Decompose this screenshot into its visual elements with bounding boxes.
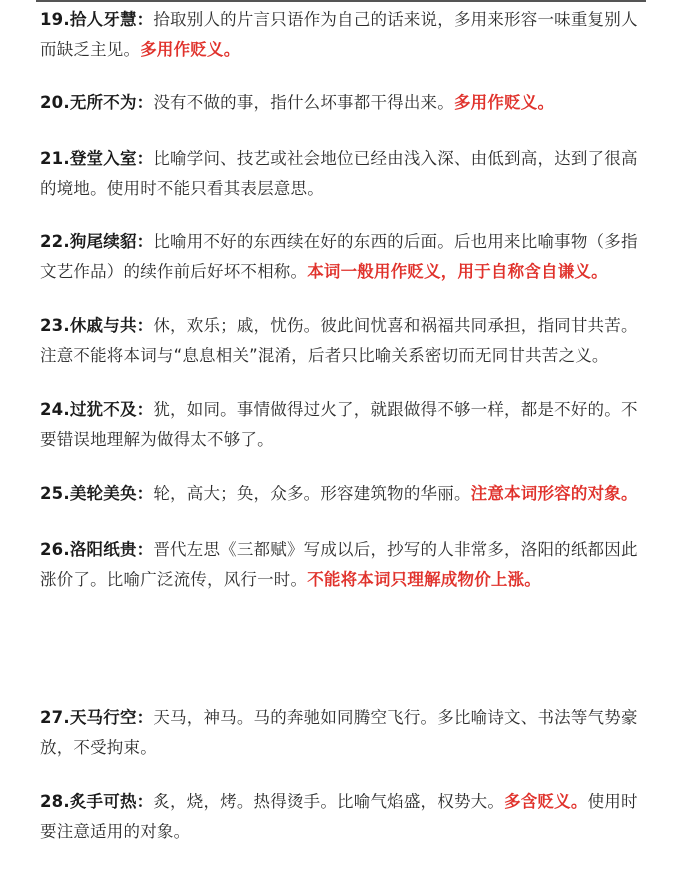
usage-note: 注意本词形容的对象。 — [470, 484, 638, 503]
term-separator: ： — [136, 484, 154, 503]
idiom-definition: 比喻学问、技艺或社会地位已经由浅入深、由低到高，达到了很高的境地。使用时不能只看其表层意思。 — [40, 149, 638, 198]
term-separator: ： — [136, 93, 154, 112]
idiom-term: 拾人牙慧 — [69, 10, 137, 29]
entry-number: 21. — [40, 149, 70, 168]
idiom-entry-22 — [40, 227, 652, 287]
usage-note: 多用作贬义。 — [453, 93, 555, 112]
term-separator: ： — [136, 792, 154, 811]
top-divider — [36, 0, 646, 2]
idiom-definition: 拾取别人的片言只语作为自己的话来说，多用来形容一味重复别人而缺乏主见。 — [40, 10, 638, 59]
entry-number: 24. — [40, 400, 70, 419]
usage-note: 多含贬义。 — [504, 792, 588, 811]
idiom-term: 炙手可热 — [69, 792, 137, 811]
idiom-definition: 犹，如同。事情做得过火了，就跟做得不够一样，都是不好的。不要错误地理解为做得太不够了。 — [40, 400, 638, 449]
entry-number: 20. — [40, 93, 70, 112]
idiom-entry-24 — [40, 395, 652, 455]
usage-note: 多用作贬义。 — [140, 40, 241, 59]
usage-note: 本词一般用作贬义，用于自称含自谦义。 — [307, 262, 608, 281]
idiom-entry-21 — [40, 144, 652, 204]
entry-number: 19. — [40, 10, 70, 29]
idiom-term: 美轮美奂 — [69, 484, 137, 503]
idiom-definition: 轮，高大；奂，众多。形容建筑物的华丽。 — [153, 484, 471, 503]
idiom-definition: 休，欢乐；戚，忧伤。彼此间忧喜和祸福共同承担，指同甘共苦。注意不能将本词与“息息相关”混淆，后者只比喻关系密切而无同甘共苦之义。 — [40, 316, 638, 365]
idiom-term: 休戚与共 — [69, 316, 137, 335]
idiom-term: 无所不为 — [69, 93, 137, 112]
term-separator: ： — [136, 540, 154, 559]
idiom-entry-25 — [40, 479, 652, 509]
term-separator: ： — [136, 10, 154, 29]
definition-tail: 使用时要注意适用的对象。 — [40, 792, 638, 841]
idiom-term: 狗尾续貂 — [69, 232, 137, 251]
idiom-definition: 晋代左思《三都赋》写成以后，抄写的人非常多，洛阳的纸都因此涨价了。比喻广泛流传，风行一时。 — [40, 540, 638, 589]
idiom-definition: 没有不做的事，指什么坏事都干得出来。 — [153, 93, 454, 112]
usage-note: 不能将本词只理解成物价上涨。 — [307, 570, 542, 589]
entry-number: 23. — [40, 316, 70, 335]
entry-number: 27. — [40, 708, 70, 727]
idiom-definition: 天马，神马。马的奔驰如同腾空飞行。多比喻诗文、书法等气势豪放，不受拘束。 — [40, 708, 638, 757]
term-separator: ： — [136, 400, 154, 419]
idiom-entry-23 — [40, 311, 652, 371]
idiom-entry-27 — [40, 703, 652, 763]
idiom-entry-26 — [40, 535, 652, 595]
entry-number: 28. — [40, 792, 70, 811]
idiom-term: 过犹不及 — [69, 400, 137, 419]
term-separator: ： — [136, 316, 154, 335]
idiom-definition: 炙，烧，烤。热得烫手。比喻气焰盛，权势大。 — [153, 792, 505, 811]
idiom-entry-28 — [40, 787, 652, 847]
term-separator: ： — [136, 708, 154, 727]
idiom-entry-19 — [40, 5, 652, 65]
idiom-term: 洛阳纸贵 — [69, 540, 137, 559]
idiom-entry-20 — [40, 88, 652, 118]
term-separator: ： — [136, 149, 154, 168]
entry-number: 26. — [40, 540, 70, 559]
idiom-definition: 比喻用不好的东西续在好的东西的后面。后也用来比喻事物（多指文艺作品）的续作前后好坏不相称。 — [40, 232, 638, 281]
entry-number: 25. — [40, 484, 70, 503]
term-separator: ： — [136, 232, 154, 251]
idiom-term: 登堂入室 — [69, 149, 137, 168]
idiom-term: 天马行空 — [69, 708, 137, 727]
entry-number: 22. — [40, 232, 70, 251]
